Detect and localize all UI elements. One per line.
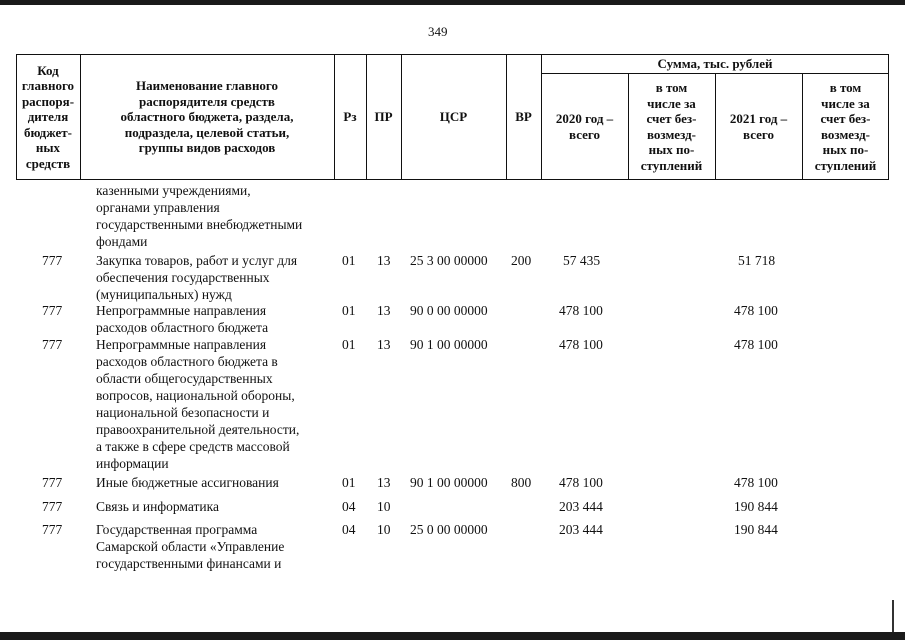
row-csr: 25 3 00 00000: [410, 253, 488, 268]
row-rz: 01: [342, 337, 356, 352]
row-2020-total: 203 444: [559, 499, 603, 514]
row-name: Непрограммные направления расходов областного бюджета в области общегосударственных вопросов, национальной обороны, национальной безопасности и правоохранительной деятельности, а также в сфере средств массовой информации: [96, 337, 300, 471]
row-2021-total: 190 844: [734, 522, 778, 537]
row-name: Непрограммные направления расходов областного бюджета: [96, 303, 269, 335]
row-rz: 01: [342, 253, 356, 268]
row-2020-total: 478 100: [559, 337, 603, 352]
row-code: 777: [42, 253, 63, 268]
row-rz: 01: [342, 303, 356, 318]
row-2021-total: 478 100: [734, 337, 778, 352]
row-csr: 90 0 00 00000: [410, 303, 488, 318]
row-csr: 25 0 00 00000: [410, 522, 488, 537]
page-edge-top: [0, 0, 905, 5]
header-2021-free: в том числе за счет без- возмезд- ных по- ступлений: [814, 80, 877, 173]
row-name: Закупка товаров, работ и услуг для обеспечения государственных (муниципальных) нужд: [96, 253, 298, 302]
page-edge-bottom: [0, 632, 905, 640]
header-vr: ВР: [515, 109, 532, 125]
row-rz: 01: [342, 475, 356, 490]
row-csr: 90 1 00 00000: [410, 475, 488, 490]
row-code: 777: [42, 303, 63, 318]
header-2020-total: 2020 год – всего: [555, 111, 614, 142]
header-rz: Рз: [343, 109, 357, 125]
row-code: 777: [42, 499, 63, 514]
row-name: Иные бюджетные ассигнования: [96, 475, 279, 490]
row-rz: 04: [342, 522, 356, 537]
row-2020-total: 478 100: [559, 303, 603, 318]
row-pr: 13: [377, 475, 391, 490]
row-csr: 90 1 00 00000: [410, 337, 488, 352]
row-name: казенными учреждениями, органами управления государственными внебюджетными фондами: [96, 183, 303, 249]
page-number: 349: [428, 24, 448, 39]
header-2021-total: 2021 год – всего: [729, 111, 788, 142]
row-vr: 800: [511, 475, 532, 490]
row-2021-total: 51 718: [738, 253, 776, 268]
header-csr: ЦСР: [439, 109, 468, 125]
row-vr: 200: [511, 253, 532, 268]
row-code: 777: [42, 522, 63, 537]
row-pr: 13: [377, 303, 391, 318]
row-2020-total: 57 435: [563, 253, 601, 268]
row-pr: 10: [377, 522, 391, 537]
row-pr: 10: [377, 499, 391, 514]
table-header: [16, 54, 889, 180]
header-code: Код главного распоря- дителя бюджет- ных средств: [21, 62, 75, 171]
header-2020-free: в том числе за счет без- возмезд- ных по- ступлений: [640, 80, 703, 173]
row-pr: 13: [377, 253, 391, 268]
row-name: Государственная программа Самарской области «Управление государственными финансами и: [96, 522, 285, 571]
row-2020-total: 478 100: [559, 475, 603, 490]
row-rz: 04: [342, 499, 356, 514]
row-2021-total: 478 100: [734, 303, 778, 318]
row-code: 777: [42, 475, 63, 490]
page-edge-right: [892, 600, 894, 632]
header-name: Наименование главного распорядителя средств областного бюджета, раздела, подраздела, целевой статьи, группы видов расходов: [120, 78, 294, 156]
row-code: 777: [42, 337, 63, 352]
row-2021-total: 190 844: [734, 499, 778, 514]
row-2021-total: 478 100: [734, 475, 778, 490]
row-pr: 13: [377, 337, 391, 352]
header-pr: ПР: [374, 109, 393, 125]
row-2020-total: 203 444: [559, 522, 603, 537]
header-sum: Сумма, тыс. рублей: [657, 55, 773, 71]
row-name: Связь и информатика: [96, 499, 219, 514]
